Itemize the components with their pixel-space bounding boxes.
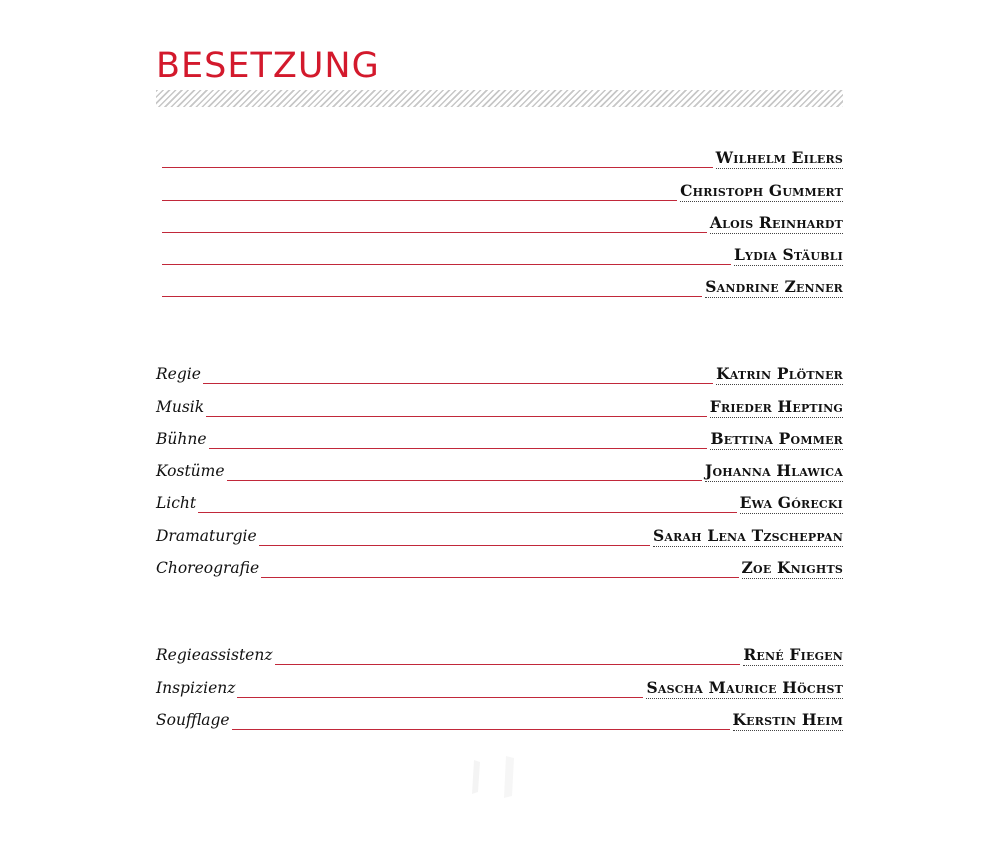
cast-row [156,137,843,169]
team-name: Johanna Hlawica [704,461,843,481]
cast-name: Lydia Stäubli [733,245,843,265]
cast-list [156,137,843,298]
leader-line [227,480,702,481]
role-label: Choreografie [156,559,260,578]
cast-row [156,202,843,234]
role-label: Dramaturgie [156,526,257,545]
team-name: Sarah Lena Tzscheppan [652,525,843,545]
page-title: BESETZUNG [156,46,380,86]
leader-line [275,664,741,665]
leader-line [162,264,731,265]
cast-row [156,266,843,298]
team-name: Bettina Pommer [710,428,843,448]
cast-name: Wilhelm Eilers [715,148,843,168]
role-label: Licht [156,494,197,513]
team-name: Frieder Hepting [709,396,843,416]
leader-line [209,448,708,449]
leader-line [232,729,730,730]
role-label: Musik [156,397,205,416]
cast-row [156,234,843,266]
staff-row-inspizienz [156,666,843,698]
cast-row [156,169,843,201]
team-name: Katrin Plötner [716,364,843,384]
team-row-musik [156,385,843,417]
team-name: Ewa Górecki [739,493,843,513]
leader-line [206,416,707,417]
faint-watermark-icon [466,752,522,802]
role-label: Soufflage [156,710,230,729]
hatched-divider [156,90,843,107]
leader-line [162,167,713,168]
staff-row-regieassistenz [156,634,843,666]
cast-name: Alois Reinhardt [709,212,843,232]
team-row-regie [156,353,843,385]
team-row-choreografie [156,547,843,579]
staff-name: Sascha Maurice Höchst [646,677,843,697]
role-label: Inspizienz [156,678,236,697]
role-label: Regieassistenz [156,646,273,665]
cast-name: Sandrine Zenner [705,277,843,297]
staff-name: Kerstin Heim [732,709,843,729]
team-row-buehne [156,418,843,450]
staff-row-soufflage [156,699,843,731]
team-row-licht [156,482,843,514]
team-row-kostueme [156,450,843,482]
staff-list [156,634,843,731]
cast-name: Christoph Gummert [680,180,843,200]
leader-line [162,232,707,233]
staff-name: René Fiegen [743,645,843,665]
leader-line [237,697,643,698]
team-name: Zoe Knights [741,558,843,578]
leader-line [203,383,713,384]
leader-line [198,512,736,513]
leader-line [162,296,702,297]
team-list [156,353,843,579]
leader-line [259,545,650,546]
role-label: Kostüme [156,462,225,481]
role-label: Bühne [156,429,207,448]
leader-line [261,577,738,578]
leader-line [162,200,677,201]
role-label: Regie [156,365,201,384]
team-row-dramaturgie [156,514,843,546]
